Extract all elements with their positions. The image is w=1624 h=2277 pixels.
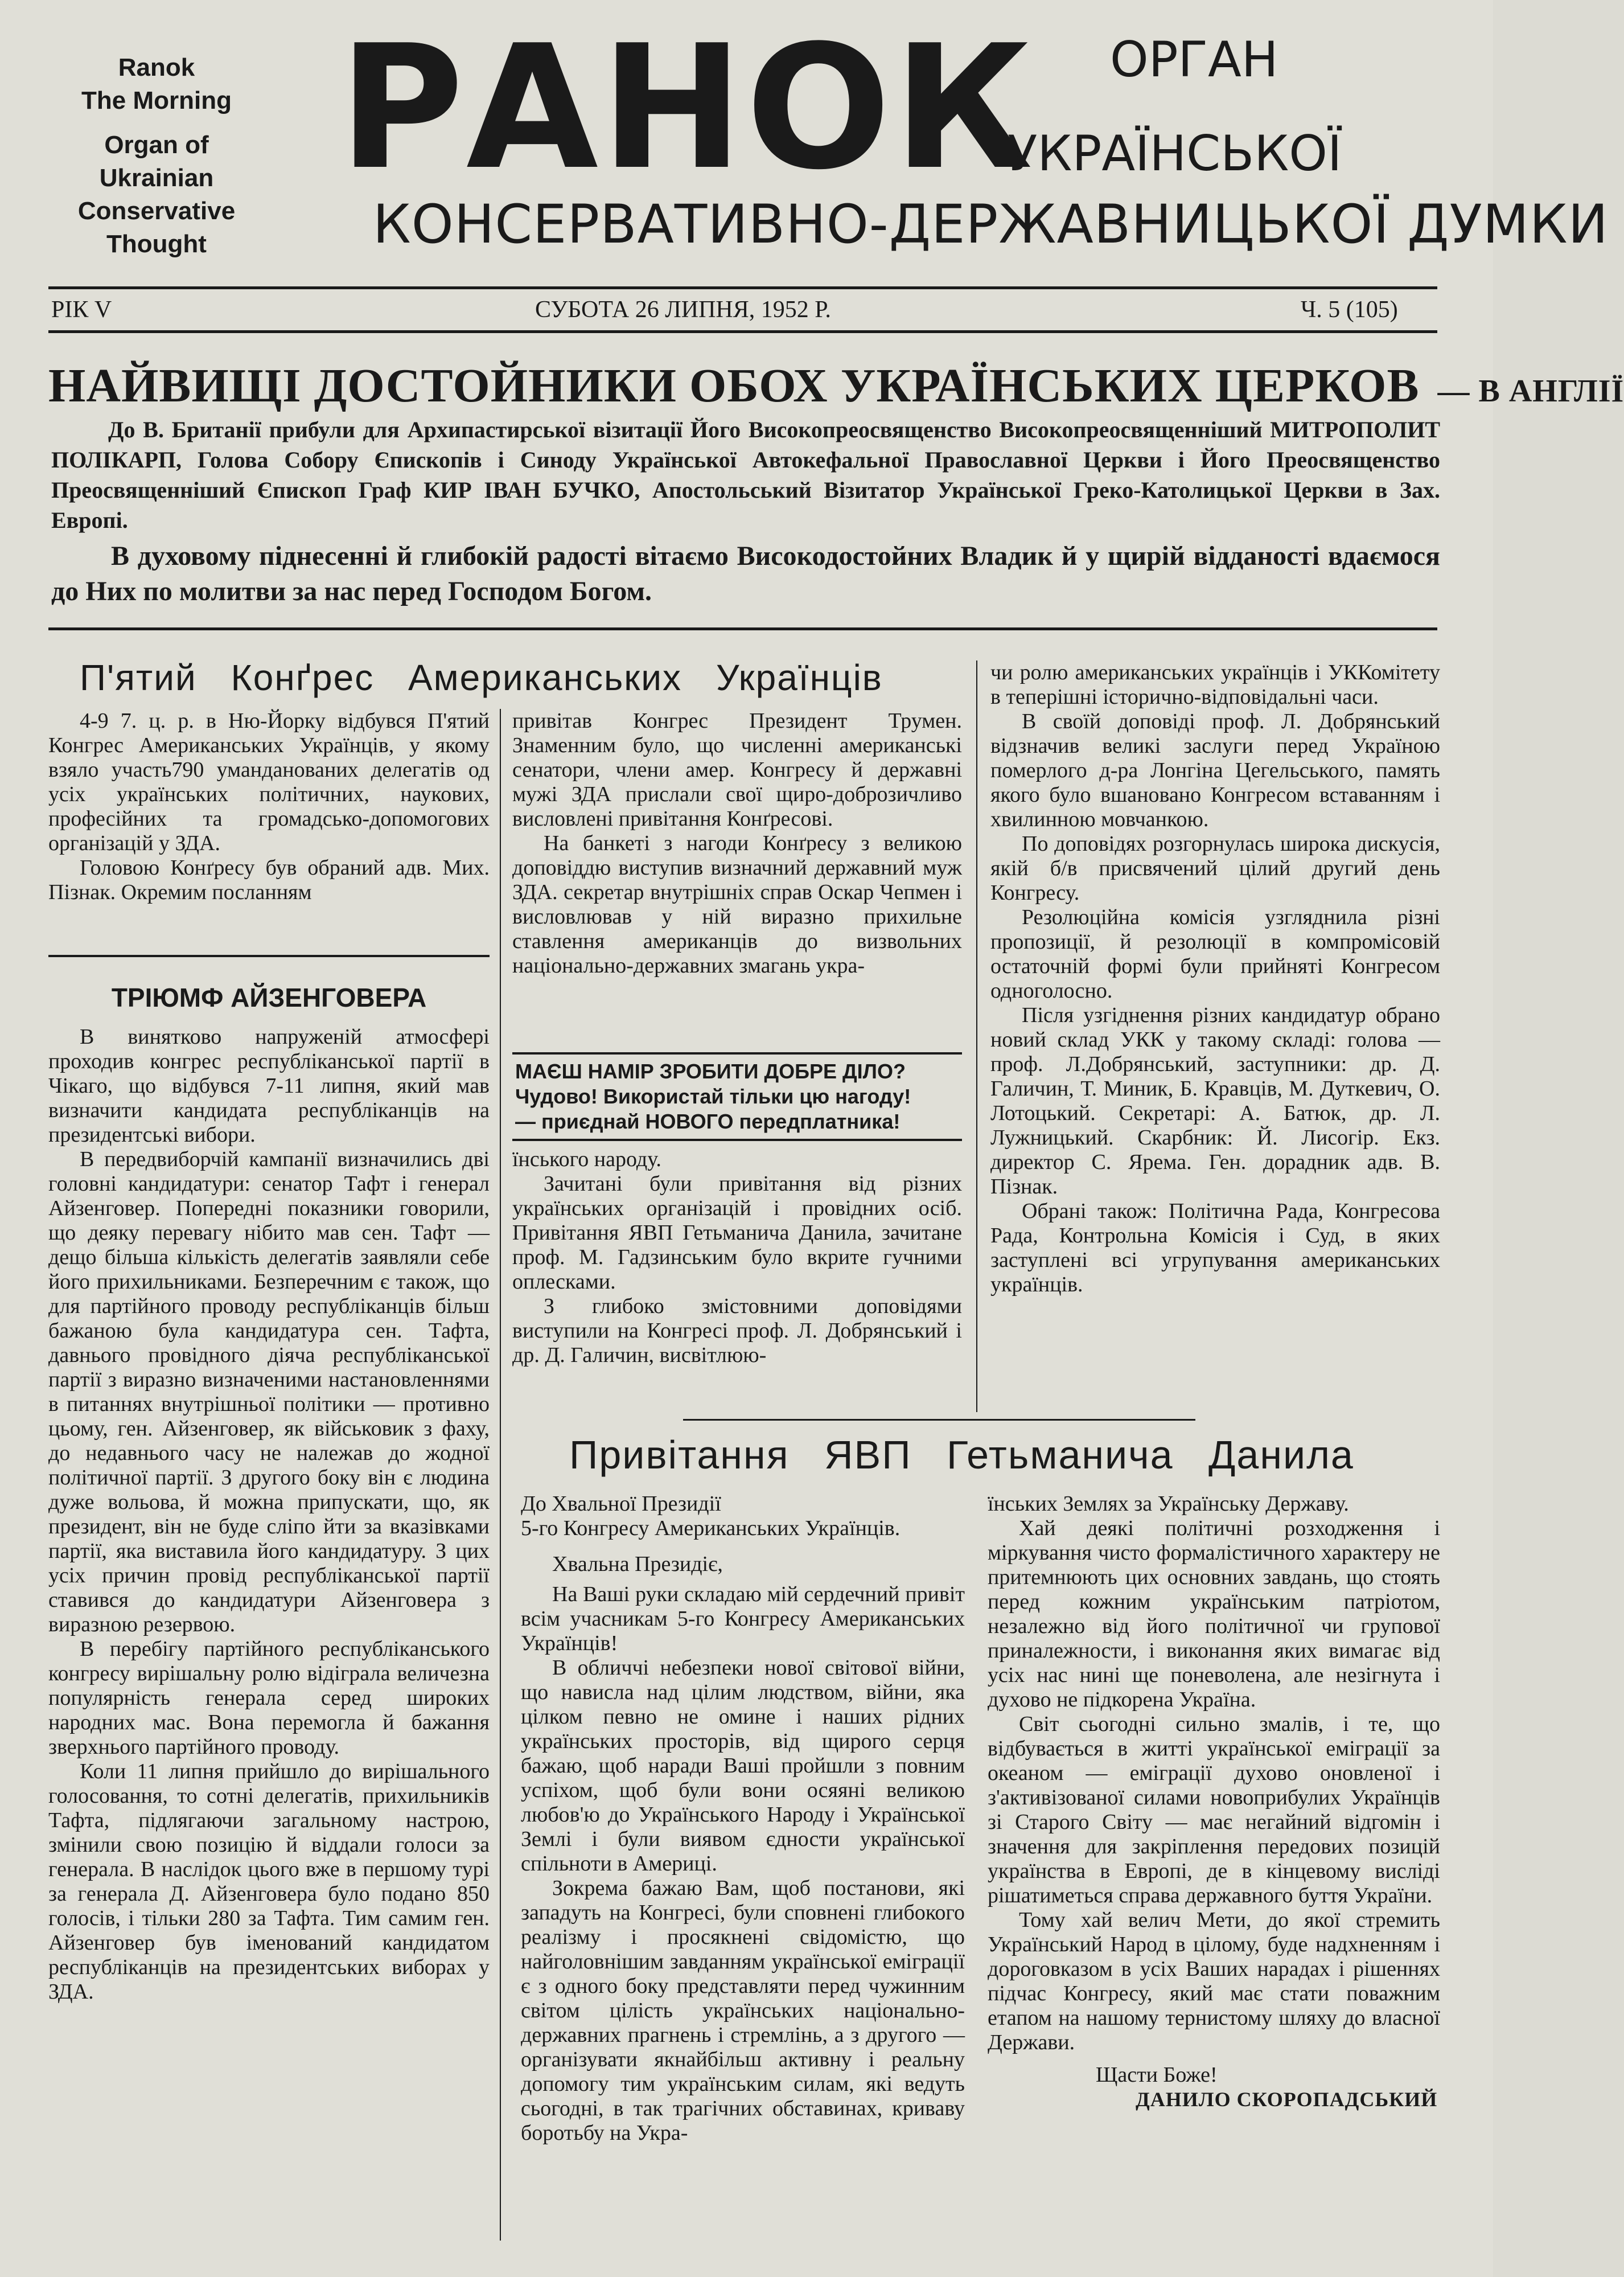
section-rule xyxy=(48,627,1437,630)
paragraph: їнського народу. xyxy=(512,1147,661,1171)
address-line: 5-го Конгресу Американських Українців. xyxy=(521,1516,901,1540)
english-organ-line: Ukrainian xyxy=(99,164,214,192)
english-organ-line: Organ of xyxy=(104,131,209,159)
paragraph: З глибоко змістовними доповідями виступили на Конгресі проф. Л. Добрянський і др. Д. Галичин, висвітлюю- xyxy=(512,1294,962,1367)
congress-column-2-cont xyxy=(512,1147,962,1368)
paragraph: 4-9 7. ц. р. в Ню-Йорку відбувся П'ятий Конгрес Американських Українців, у якому взяло участь790 уманданованих делегатів од усіх українських політичних, наукових, професійних та громадсько-допомогових організацій у ЗДА. xyxy=(48,709,490,855)
date-label: СУБОТА 26 ЛИПНЯ, 1952 Р. xyxy=(535,297,831,323)
paragraph: Коли 11 липня прийшло до вирішального голосовання, то сотні делегатів, прихильників Тафта, підлягаючи загальному настрою, змінили свою позицію й віддали голоси за генерала. В наслідок цього вже в першому турі за генерала Д. Айзенговера було подано 850 голосів, і тільки 280 за Тафта. Тим самим ген. Айзенговер був іменований кандидатом республіканців на президентських виборах у ЗДА. xyxy=(48,1759,490,2004)
greeting-column-2 xyxy=(988,1492,1440,2112)
congress-column-3 xyxy=(990,660,1440,1297)
paragraph: На Ваші руки складаю мій сердечний привіт всім учасникам 5-го Конгресу Американських Українців! xyxy=(521,1582,965,1655)
paragraph: Обрані також: Політична Рада, Конгресова Рада, Контрольна Комісія і Суд, в яких заступлені всі угрупування американських українців. xyxy=(990,1199,1440,1297)
newspaper-title: РАНОК xyxy=(339,9,1035,207)
paragraph: Хай деякі політичні розходження і міркування чисто формалістичного характеру не притемнюють цих основних завдань, що стоять перед кожним українським патріотом, незалежно від його політичної чи групової приналежности, і виконання яких вимагає від усіх нас нині ще поневолена, але незігнута і духово не підкорена Україна. xyxy=(988,1516,1440,1712)
paragraph: Головою Конґресу був обраний адв. Мих. Пізнак. Окремим посланням xyxy=(48,856,490,904)
dateline-rule xyxy=(48,330,1437,333)
paragraph: їнських Землях за Українську Державу. xyxy=(988,1492,1349,1516)
english-title: Ranok xyxy=(118,54,195,81)
column-rule xyxy=(48,955,490,957)
eisenhower-article xyxy=(48,1025,490,2004)
congress-column-2 xyxy=(512,709,962,978)
paragraph: Світ сьогодні сильно змалів, і те, що відбувається в житті української еміграції за океаном — еміграції духово оновленої і з'активізованої силами новоприбулих Українців зі Старого Світу — має негайний відгомін і значення для закріплення передових позицій українства в Европі, де в кінцевому висліді рішатиметься справа державного буття України. xyxy=(988,1712,1440,1907)
english-masthead xyxy=(65,51,248,261)
column-divider xyxy=(500,709,501,2241)
paragraph: чи ролю американських українців і УККомітету в теперішні історично-відповідальні часи. xyxy=(990,660,1440,709)
paragraph: Зокрема бажаю Вам, щоб постанови, які западуть на Конгресі, були сповнені глибокого реалізму і просякнені свідомістю, що найголовнішим завданням української еміграції є з одного боку представляти перед чужинним світом цілість українських національно-державних прагнень і стремлінь, а з другого — організувати якнайбільш активну і реальну допомогу тим українським силам, які ведуть сьогодні, в так трагічних обставинах, криваву боротьбу на Укра- xyxy=(521,1876,965,2145)
paragraph: Зачитані були привітання від різних українських організацій і провідних осіб. Привітання ЯВП Гетьманича Данила, зачитане проф. М. Гадзинським було вкрите гучними оплесками. xyxy=(512,1172,962,1294)
masthead-rule xyxy=(48,286,1437,289)
paragraph: В своїй доповіді проф. Л. Добрянський відзначив великі заслуги перед Україною померлого д-ра Лонгіна Цегельського, память якого було вшановано Конгресом вставанням і хвилинною мовчанкою. xyxy=(990,709,1440,831)
eisenhower-headline: ТРІЮМФ АЙЗЕНГОВЕРА xyxy=(111,983,427,1012)
top-headline-suffix: — В АНГЛІЇ xyxy=(1437,374,1624,409)
ad-line: Чудово! Використай тільки цю нагоду! xyxy=(515,1085,911,1108)
subscription-ad xyxy=(515,1059,965,1134)
congress-headline: П'ятий Конґрес Американських Українців xyxy=(80,657,883,698)
issue-label: Ч. 5 (105) xyxy=(1301,297,1398,323)
top-story-greeting: В духовому піднесенні й глибокій радості вітаємо Високодостойних Владик й у щирій відданості вдаємося до Них по молитви за нас перед Господом Богом. xyxy=(51,541,1440,606)
ad-line: — приєднай НОВОГО передплатника! xyxy=(515,1110,901,1133)
paragraph: Тому хай велич Мети, до якої стремить Український Народ в цілому, буде надхненням і дороговказом в усіх Ваших нарадах і рішеннях підчас Конгресу, який має стати поважним етапом на нашому тернистому шляху до власної Держави. xyxy=(988,1908,1440,2054)
organ-label: ОРГАН xyxy=(1110,31,1278,88)
section-rule xyxy=(683,1419,1195,1421)
year-label: РІК V xyxy=(51,297,112,323)
paragraph: В обличчі небезпеки нової світової війни, що нависла над цілим людством, війни, яка цілком певно не омине і наших рідних українських просторів, від щирого серця бажаю, щоб наради Ваші пройшли з повним успіхом, щоб були вони осяяні великою любов'ю до Українського Народу і Української Землі і були виявом єдности української спільноти в Америці. xyxy=(521,1656,965,1876)
paragraph: В передвиборчій кампанії визначились дві головні кандидатури: сенатор Тафт і генерал Айзенговер. Попередні показники говорили, що деяку перевагу нібито мав сен. Тафт — дещо більша кількість делегатів заявляли себе його прихильниками. Безперечним є також, що для партійного проводу республіканців більш бажаною була кандидатура сен. Тафта, давнього провідного діяча республіканської партії з виразно визначеними настановленнями в питаннях внутрішньої політики — противно цьому, ген. Айзенговер, як військовик з фаху, до недавнього часу не належав до жодної політичної партії. З другого боку він є людина дуже вольова, й можна припускати, що, як президент, він не буде сліпо йти за вказівками партії, яка виставила його кандидатуру. З цих усіх причин провід республіканської партії ставився до кандидатури Айзенговера з виразною резервою. xyxy=(48,1147,490,1636)
greeting-headline: Привітання ЯВП Гетьманича Данила xyxy=(569,1433,1354,1477)
paragraph: На банкеті з нагоди Конґресу з великою доповіддю виступив визначний державний муж ЗДА. секретар внутрішніх справ Оскар Чепмен і висловлював у ній виразно прихильне ставлення американців до визвольних національно-державних змагань укра- xyxy=(512,831,962,978)
paragraph: Після узгіднення різних кандидатур обрано новий склад УКК у такому складі: голова — проф. Л.Добрянський, заступники: др. Д. Галичин, Т. Миник, Б. Кравців, М. Дуткевич, О. Лотоцький. Секретарі: А. Батюк, др. Л. Лужницький. Скарбник: Й. Лисогір. Екз. директор С. Ярема. Ген. дорадник адв. В. Пізнак. xyxy=(990,1003,1440,1199)
ad-rule-bottom xyxy=(512,1139,962,1141)
column-divider xyxy=(976,660,977,1412)
paragraph: привітав Конгрес Президент Трумен. Знаменним було, що численні американські сенатори, члени амер. Конгресу й державні мужі ЗДА прислали свої щиро-доброзичливо висловлені привітання Конґресові. xyxy=(512,709,962,831)
organ-label: УКРАЇНСЬКОЇ xyxy=(1008,125,1342,182)
ad-rule-top xyxy=(512,1052,962,1055)
paragraph: По доповідях розгорнулась широка дискусія, якій б/в присвячений цілий другий день Конгресу. xyxy=(990,832,1440,905)
closing: Щасти Боже! xyxy=(1096,2063,1218,2087)
top-headline xyxy=(48,358,1624,420)
english-organ-line: Conservative xyxy=(77,197,236,225)
salutation: Хвальна Президіє, xyxy=(552,1552,723,1576)
address-line: До Хвальної Президії xyxy=(521,1492,721,1516)
top-story-lead: До В. Британії прибули для Архипастирської візитації Його Високопреосвященство Високопреосвященніший МИТРОПОЛИТ ПОЛІКАРП, Голова Собору Єпископів і Синоду Української Автокефальної Православної Церкви і Його Преосвященство Преосвященніший Єпископ Граф КИР ІВАН БУЧКО, Апостольський Візитатор Української Греко-Католицької Церкви в Зах. Европі. xyxy=(51,417,1440,533)
english-organ-line: Thought xyxy=(106,230,207,258)
english-translation: The Morning xyxy=(81,87,232,114)
ad-line: МАЄШ НАМІР ЗРОБИТИ ДОБРЕ ДІЛО? xyxy=(515,1060,906,1083)
signature: ДАНИЛО СКОРОПАДСЬКИЙ xyxy=(1136,2088,1438,2111)
top-headline-text: НАЙВИЩІ ДОСТОЙНИКИ ОБОХ УКРАЇНСЬКИХ ЦЕРКОВ xyxy=(48,359,1420,412)
congress-column-1 xyxy=(48,709,490,905)
paragraph: В винятково напруженій атмосфері проходив конгрес республіканської партії в Чікаго, що відбувся 7-11 липня, який мав визначити кандидата республіканців на президентські вибори. xyxy=(48,1025,490,1147)
newspaper-subtitle: КОНСЕРВАТИВНО-ДЕРЖАВНИЦЬКОЇ ДУМКИ xyxy=(373,194,1609,256)
paragraph: Резолюційна комісія узгляднила різні пропозиції, й резолюції в компромісовій остаточній формі були прийняті Конгресом одноголосно. xyxy=(990,905,1440,1003)
paragraph: В перебігу партійного республіканського конгресу вирішальну ролю відіграла величезна популярність генерала серед широких народних мас. Вона перемогла й бажання зверхнього партійного проводу. xyxy=(48,1637,490,1759)
greeting-column-1 xyxy=(521,1492,965,2145)
